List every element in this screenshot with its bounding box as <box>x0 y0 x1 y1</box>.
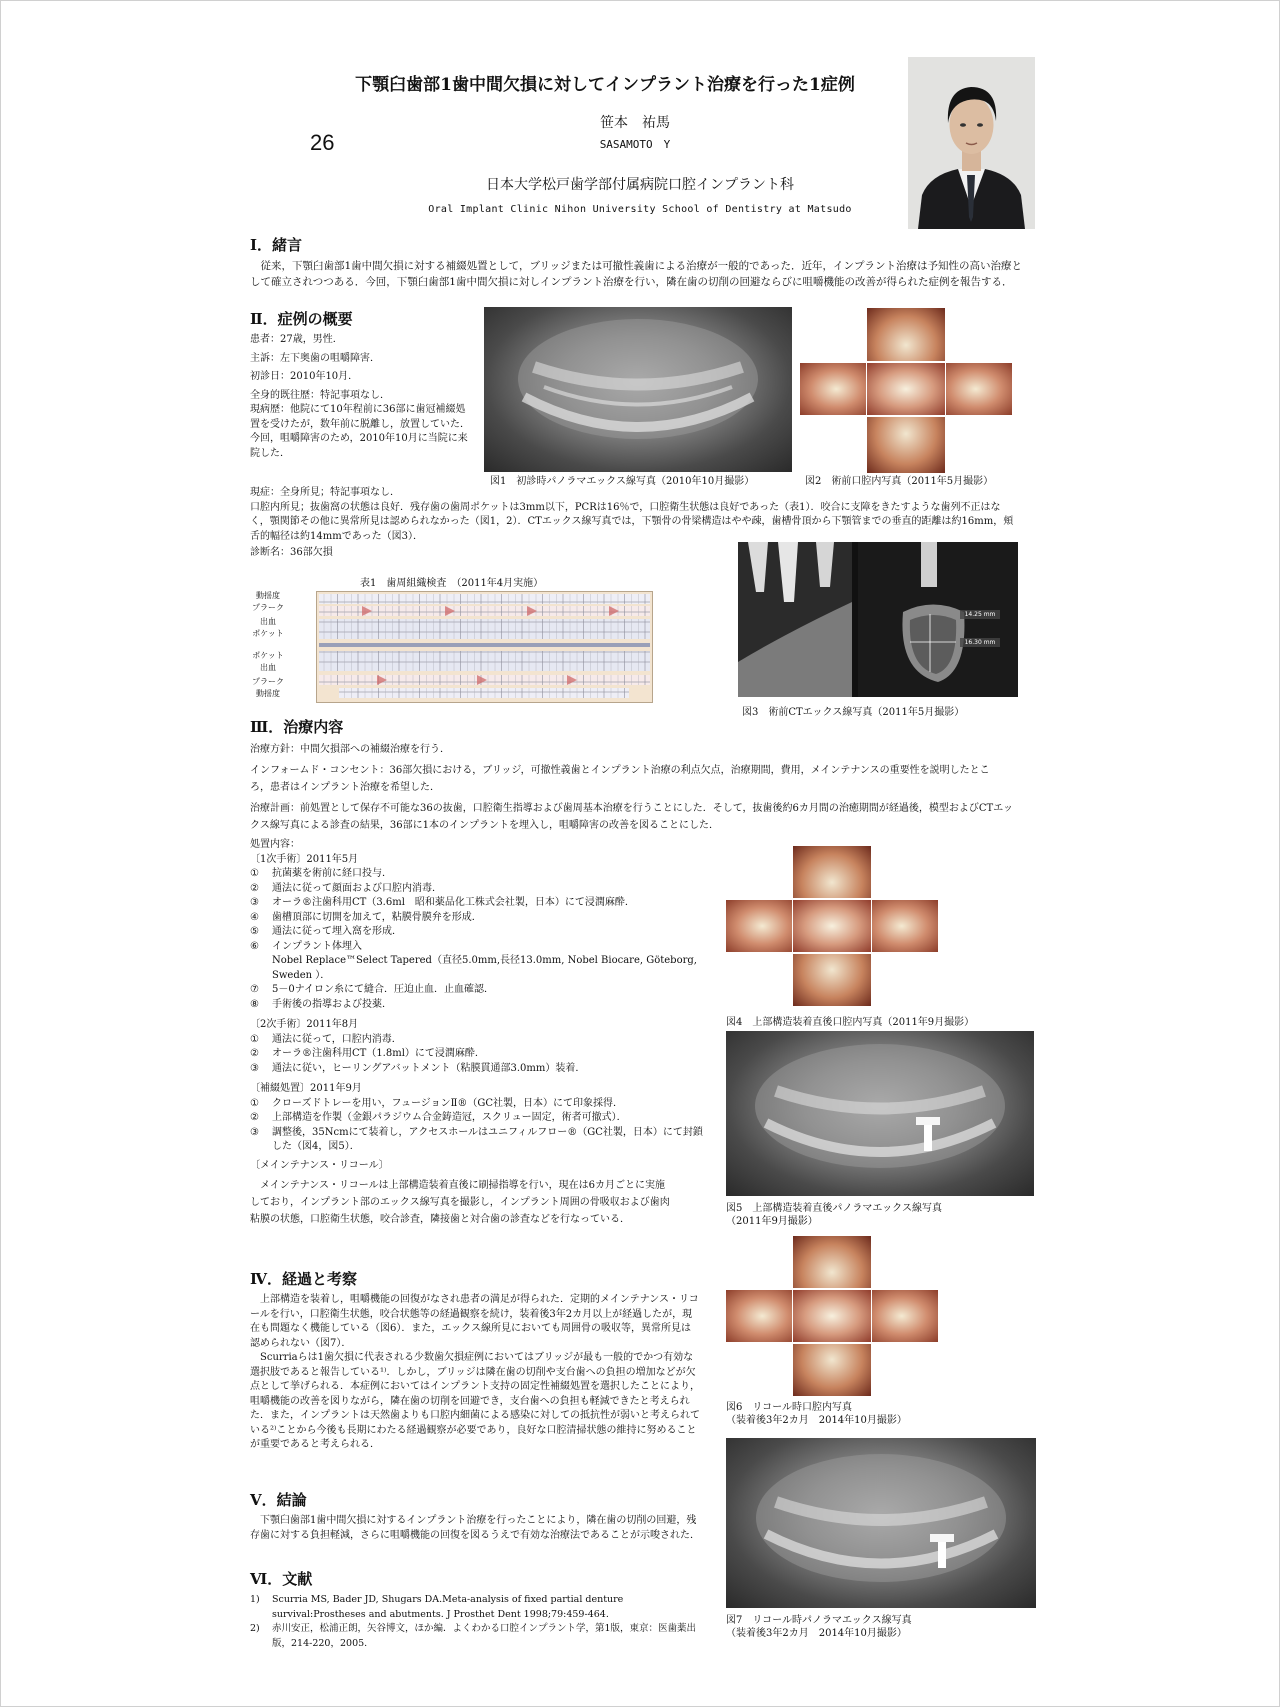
photo-left-lateral <box>872 900 938 952</box>
diagnosis: 診断名：36部欠損 <box>250 547 333 558</box>
list-item: Nobel Replace™Select Tapered（直径5.0mm,長径13.0mm, Nobel Biocare, Göteborg, Sweden ）． <box>272 955 697 981</box>
photo-right-lateral <box>800 363 866 415</box>
table-1-row-labels <box>248 590 288 700</box>
progress-paragraph-2: Scurriaらは1歯欠損に代表される少数歯欠損症例においてはブリッジが最も一般的でかつ有効な選択肢であると報告している¹⁾．しかし，ブリッジは隣在歯の切削や支台歯への負担の増加などが欠点として挙げられる．本症例においてはインプラント支持の固定性補綴処置を選択したことにより，咀嚼機能の改善を図りながら，隣在歯の切削を回避でき，支台歯への負担も軽減できたと考えられた．また，インプラントは天然歯よりも口腔内細菌による感染に対しての抵抗性が弱いと考えられている²⁾ことから今後も長期にわたる経過観察が必要であり，良好な口腔清掃状態の維持に努めることが重要であると考えられる． <box>250 1352 700 1450</box>
figure-2-intraoral-photos <box>800 308 1012 473</box>
list-item: ④ 歯槽頂部に切開を加えて，粘膜骨膜弁を形成． <box>250 911 482 923</box>
list-item: ⑧ 手術後の指導および投薬． <box>250 998 392 1010</box>
intro-heading: Ⅰ．緒言 <box>250 236 303 254</box>
photo-maxillary-occlusal <box>867 308 945 361</box>
photo-mandibular-occlusal <box>867 417 945 473</box>
list-item: ② 上部構造を作製（金銀パラジウム合金鋳造冠，スクリュー固定，術者可撤式）． <box>250 1112 627 1123</box>
figure-7-caption-line-1: 図7 リコール時パノラマエックス線写真 <box>726 1615 912 1626</box>
figure-4-caption: 図4 上部構造装着直後口腔内写真（2011年9月撮影） <box>726 1017 975 1028</box>
photo-frontal <box>793 1290 871 1342</box>
treatment-heading: Ⅲ．治療内容 <box>250 718 344 736</box>
photo-maxillary-occlusal <box>793 846 871 898</box>
row-label: ポケット <box>252 629 284 638</box>
maintenance-text: メインテナンス・リコールは上部構造装着直後に刷掃指導を行い，現在は6カ月ごとに実施しており，インプラント部のエックス線写真を撮影し，インプラント周囲の骨吸収および歯肉粘膜の状態，口腔衛生状態，咬合診査，隣接歯と対合歯の診査などを行なっている． <box>250 1180 670 1225</box>
treatment-consent: インフォームド・コンセント：36部欠損における，ブリッジ，可撤性義歯とインプラント治療の利点欠点，治療期間，費用，メインテナンスの重要性を説明したところ，患者はインプラント治療を希望した． <box>250 764 990 793</box>
figure-5-caption-line-2: （2011年9月撮影） <box>726 1216 818 1227</box>
list-item: ⑤ 通法に従って埋入窩を形成． <box>250 926 402 937</box>
figure-2-caption: 図2 術前口腔内写真（2011年5月撮影） <box>805 476 994 487</box>
list-item: ⑦ 5－0ナイロン糸にて縫合．圧迫止血．止血確認． <box>250 984 495 995</box>
case-heading: Ⅱ．症例の概要 <box>250 310 353 328</box>
list-item: ③ 調整後，35Ncmにて装着し，アクセスホールはユニフィルフロー®（GC社製，日本）にて封鎖した（図4，図5）． <box>250 1126 703 1152</box>
maintenance-title: 〔メインテナンス・リコール〕 <box>250 1159 389 1171</box>
author-portrait <box>908 57 1035 229</box>
row-label: 動揺度 <box>256 689 280 698</box>
figure-6-caption-line-1: 図6 リコール時口腔内写真 <box>726 1402 852 1413</box>
author-name-en: SASAMOTO Y <box>599 138 671 151</box>
case-first-visit: 初診日：2010年10月． <box>250 371 359 382</box>
row-label: 動揺度 <box>256 591 280 600</box>
prosthetic-list <box>250 1097 710 1155</box>
reference-list <box>250 1593 705 1651</box>
photo-mandibular-occlusal <box>793 1344 871 1396</box>
first-surgery-title: 〔1次手術〕2011年5月 <box>250 853 359 865</box>
photo-left-lateral <box>872 1290 938 1342</box>
reference-item: 2) 赤川安正，松浦正朗，矢谷博文，ほか編．よくわかる口腔インプラント学，第1版，東京：医歯薬出版，214-220，2005. <box>250 1623 697 1649</box>
references-heading: Ⅵ．文献 <box>250 1570 313 1588</box>
case-present-illness: 現病歴：他院にて10年程前に36部に歯冠補綴処置を受けたが，数年前に脱離し，放置していた．今回，咀嚼障害のため，2010年10月に当院に来院した． <box>250 404 470 459</box>
findings-oral: 口腔内所見；抜歯窩の状態は良好．残存歯の歯周ポケットは3mm以下，PCRは16％で，口腔衛生状態は良好であった（表1）．咬合に支障をきたすような歯列不正はなく，顎関節その他に異常所見は認められなかった（図1，2）．CTエックス線写真では，下顎骨の骨梁構造はやや疎，歯槽骨頂から下顎管までの垂直的距離は約16mm，頬舌的幅径は約14mmであった（図3）． <box>250 501 1014 542</box>
list-item: ⑥ インプラント体埋入 <box>250 940 362 952</box>
figure-1-caption: 図1 初診時パノラマエックス線写真（2010年10月撮影） <box>490 476 755 487</box>
procedure-title: 処置内容： <box>250 839 300 850</box>
photo-right-lateral <box>726 900 792 952</box>
conclusion-text: 下顎臼歯部1歯中間欠損に対するインプラント治療を行ったことにより，隣在歯の切削の回避，残存歯に対する負担軽減，さらに咀嚼機能の回復を図るうえで有効な治療法であることが示唆された． <box>250 1515 700 1541</box>
poster-number: 26 <box>310 130 335 155</box>
treatment-policy: 治療方針：中間欠損部への補綴治療を行う． <box>250 744 450 755</box>
row-label: 出血 <box>260 663 276 672</box>
progress-heading: Ⅳ．経過と考察 <box>250 1270 358 1288</box>
ct-measurement-1: 14.25 mm <box>964 611 996 618</box>
list-item: ③ 通法に従い，ヒーリングアバットメント（粘膜貫通部3.0mm）装着． <box>250 1062 586 1074</box>
progress-paragraph-1: 上部構造を装着し，咀嚼機能の回復がなされ患者の満足が得られた．定期的メインテナンス・リコールを行い，口腔衛生状態，咬合状態等の経過観察を続け，装着後3年2カ月以上が経過したが，現在も問題なく機能している（図6）．また，エックス線所見においても周囲骨の吸収等，異常所見は認められない（図7）． <box>250 1294 699 1349</box>
row-label: プラーク <box>252 677 284 686</box>
figure-5-caption-line-1: 図5 上部構造装着直後パノラマエックス線写真 <box>726 1203 943 1214</box>
photo-left-lateral <box>946 363 1012 415</box>
conclusion-heading: Ⅴ．結論 <box>250 1491 307 1509</box>
case-complaint: 主訴：左下奥歯の咀嚼障害． <box>250 352 380 364</box>
row-label: 出血 <box>260 617 276 626</box>
list-item: ③ オーラ®注歯科用CT（3.6ml 昭和薬品化工株式会社製，日本）にて浸潤麻酔． <box>250 897 635 908</box>
author-name-jp: 笹本 祐馬 <box>600 115 670 131</box>
affiliation-jp: 日本大学松戸歯学部付属病院口腔インプラント科 <box>486 177 794 193</box>
findings-general: 現症：全身所見；特記事項なし． <box>250 487 400 498</box>
poster-title: 下顎臼歯部1歯中間欠損に対してインプラント治療を行った1症例 <box>355 75 855 95</box>
second-surgery-title: 〔2次手術〕2011年8月 <box>250 1019 359 1030</box>
treatment-plan: 治療計画：前処置として保存不可能な36の抜歯，口腔衛生指導および歯周基本治療を行うことにした．そして，抜歯後約6カ月間の治癒期間が経過後，模型およびCTエックス線写真による診査の結果，36部に1本のインプラントを埋入し，咀嚼障害の改善を図ることにした． <box>250 802 1014 831</box>
list-item: ① 通法に従って，口腔内消毒． <box>250 1033 402 1045</box>
case-patient: 患者：27歳，男性． <box>250 334 343 345</box>
row-label: ポケット <box>252 651 284 660</box>
list-item: ① クローズドトレーを用い，フュージョンⅡ®（GC社製，日本）にて印象採得． <box>250 1097 624 1109</box>
figure-6-intraoral-photos <box>726 1236 938 1396</box>
photo-frontal <box>793 900 871 952</box>
first-surgery-list <box>250 867 710 1012</box>
figure-6-caption-line-2: （装着後3年2カ月 2014年10月撮影） <box>726 1415 907 1426</box>
affiliation-en: Oral Implant Clinic Nihon University School of Dentistry at Matsudo <box>428 204 852 215</box>
figure-7-panoramic-xray <box>726 1438 1036 1608</box>
photo-maxillary-occlusal <box>793 1236 871 1288</box>
figure-3-caption: 図3 術前CTエックス線写真（2011年5月撮影） <box>742 707 965 718</box>
figure-4-intraoral-photos <box>726 846 938 1006</box>
figure-3-ct-images <box>738 542 1018 697</box>
table-1-caption: 表1 歯周組織検査 （2011年4月実施） <box>360 578 544 589</box>
table-1-periodontal-chart <box>316 591 653 703</box>
list-item: ② オーラ®注歯科用CT（1.8ml）にて浸潤麻酔． <box>250 1048 485 1059</box>
case-history: 全身的既往歴：特記事項なし． <box>250 389 390 401</box>
prosthetic-title: 〔補綴処置〕2011年9月 <box>250 1083 362 1094</box>
intro-text: 従来，下顎臼歯部1歯中間欠損に対する補綴処置として，ブリッジまたは可撤性義歯による治療が一般的であった．近年，インプラント治療は予知性の高い治療として確立されつつある．今回，下顎臼歯部1歯中間欠損に対しインプラント治療を行い，隣在歯の切削の回避ならびに咀嚼機能の改善が得られた症例を報告する． <box>250 260 1023 288</box>
ct-measurement-2: 16.30 mm <box>964 639 996 646</box>
figure-5-panoramic-xray <box>726 1031 1034 1196</box>
photo-mandibular-occlusal <box>793 954 871 1006</box>
reference-item: 1) Scurria MS, Bader JD, Shugars DA.Meta-analysis of fixed partial denture survival:Prostheses and abutments. J Prosthet Dent 1998;79:459-464. <box>250 1594 624 1620</box>
photo-frontal <box>867 363 945 415</box>
figure-1-panoramic-xray <box>484 307 792 472</box>
list-item: ① 抗菌薬を術前に経口投与． <box>250 868 392 879</box>
row-label: プラーク <box>252 603 284 612</box>
second-surgery-list <box>250 1033 710 1077</box>
figure-7-caption-line-2: （装着後3年2カ月 2014年10月撮影） <box>726 1628 907 1639</box>
list-item: ② 通法に従って顔面および口腔内消毒． <box>250 882 442 894</box>
photo-right-lateral <box>726 1290 792 1342</box>
